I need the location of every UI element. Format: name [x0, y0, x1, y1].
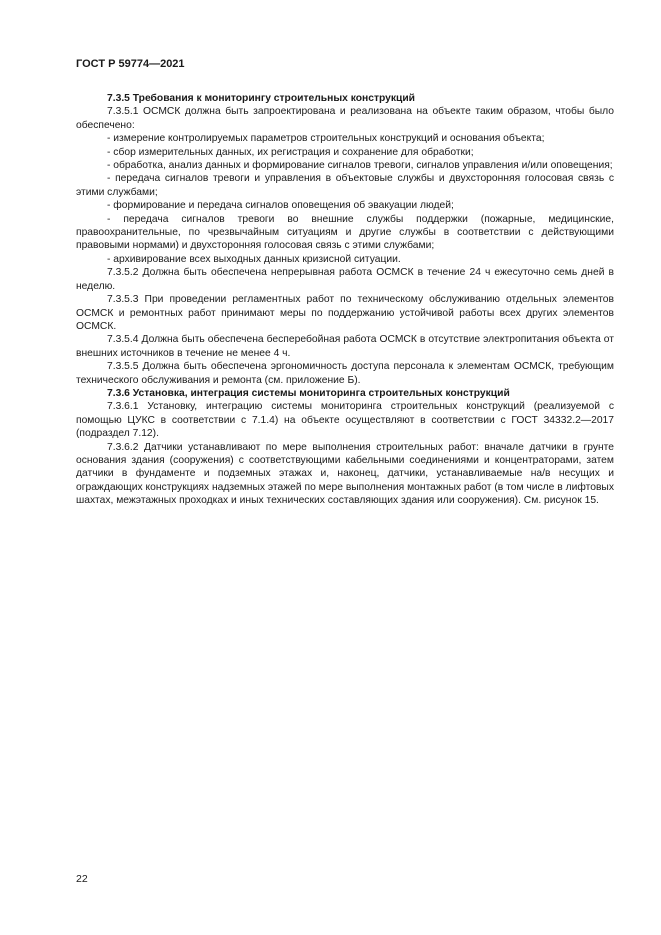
list-item: - передача сигналов тревоги во внешние службы поддержки (пожарные, медицинские, правоохранительные, по чрезвычайным ситуациям и другие службы в соответствии с действующими правовыми нормами) и двухсторонняя голосовая связь с этими службами;: [76, 213, 614, 253]
clause-7-3-5-4: 7.3.5.4 Должна быть обеспечена бесперебойная работа ОСМСК в отсутствие электропитания объекта от внешних источников в течение не менее 4 ч.: [76, 334, 614, 359]
document-body: [76, 92, 614, 508]
clause-7-3-5-2: 7.3.5.2 Должна быть обеспечена непрерывная работа ОСМСК в течение 24 ч ежесуточно семь дней в неделю.: [76, 267, 614, 292]
clause-7-3-6-1: 7.3.6.1 Установку, интеграцию системы мониторинга строительных конструкций (реализуемой с помощью ЦУКС в соответствии с 7.1.4) на объекте осуществляют в соответствии с ГОСТ 34332.2—2017 (подраздел 7.12).: [76, 401, 614, 440]
clause-7-3-5-3: 7.3.5.3 При проведении регламентных работ по техническому обслуживанию отдельных элементов ОСМСК и ремонтных работ принимают меры по поддержанию устойчивой работы всех других элементов ОСМСК.: [76, 294, 614, 332]
list-item: - формирование и передача сигналов оповещения об эвакуации людей;: [76, 199, 614, 212]
list-item: - передача сигналов тревоги и управления в объектовые службы и двухсторонняя голосовая связь с этими службами;: [76, 172, 614, 199]
page-number: 22: [76, 873, 88, 885]
list-item: - измерение контролируемых параметров строительных конструкций и основания объекта;: [76, 132, 614, 145]
clause-7-3-6-2: 7.3.6.2 Датчики устанавливают по мере выполнения строительных работ: вначале датчики в грунте основания здания (сооружения) с соответствующими кабельными соединениями и концентраторами, затем датчики в фундаменте и подземных этажах и, наконец, датчики, устанавливаемые на/в несущих и ограждающих конструкциях надземных этажей по мере выполнения монтажных работ (в том числе в лифтовых шахтах, межэтажных проходках и иных технических составляющих здания или сооружения). См. рисунок 15.: [76, 441, 614, 507]
section-heading-7-3-6: 7.3.6 Установка, интеграция системы мониторинга строительных конструкций: [107, 387, 510, 399]
section-heading-7-3-5: 7.3.5 Требования к мониторингу строительных конструкций: [107, 93, 416, 104]
list-item: - обработка, анализ данных и формирование сигналов тревоги, сигналов управления и/или оповещения;: [76, 159, 614, 172]
clause-7-3-5-1: 7.3.5.1 ОСМСК должна быть запроектирована и реализована на объекте таким образом, чтобы было обеспечено:: [76, 106, 614, 131]
list-item: - сбор измерительных данных, их регистрация и сохранение для обработки;: [76, 146, 614, 159]
clause-7-3-5-5: 7.3.5.5 Должна быть обеспечена эргономичность доступа персонала к элементам ОСМСК, требующим технического обслуживания и ремонта (см. приложение Б).: [76, 361, 614, 386]
standard-designation: ГОСТ Р 59774—2021: [76, 58, 185, 70]
list-item: - архивирование всех выходных данных кризисной ситуации.: [76, 253, 614, 266]
